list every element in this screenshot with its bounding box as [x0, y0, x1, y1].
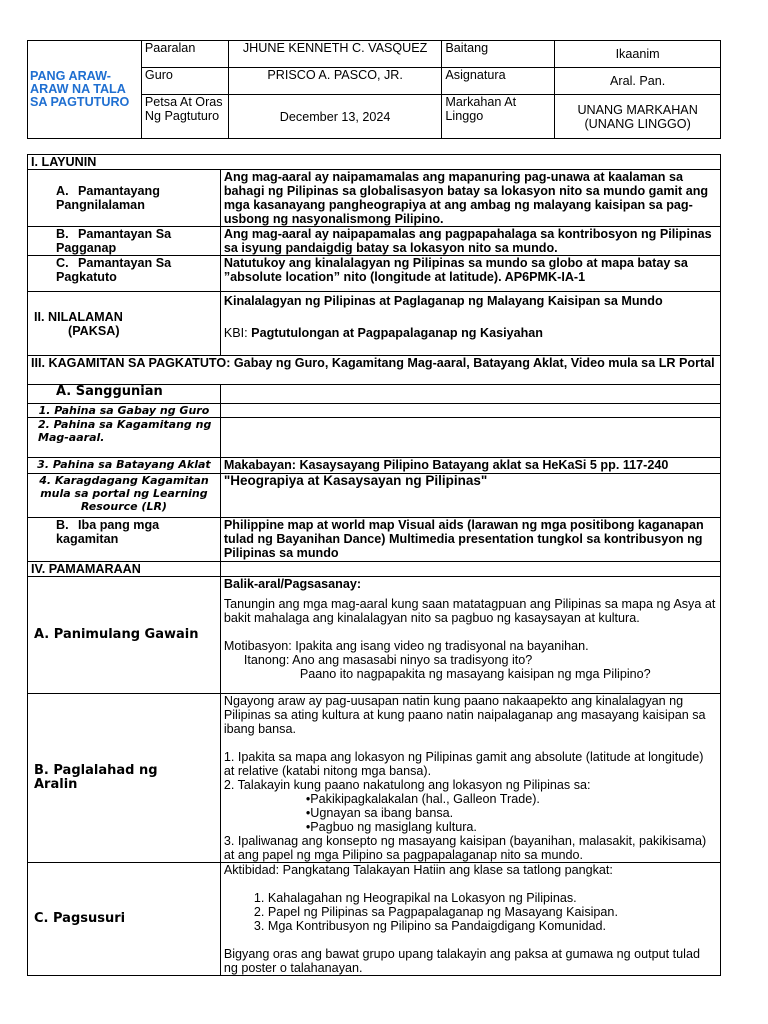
topic: Kinalalagyan ng Pilipinas at Paglaganap ng Malayang Kaisipan sa Mundo — [223, 294, 663, 308]
iba-pang-kagamitan: B. Iba pang mga kagamitan — [28, 518, 221, 562]
school-value: JHUNE KENNETH C. VASQUEZ — [228, 41, 442, 68]
date-value: December 13, 2024 — [228, 95, 442, 139]
pamantayan-pagganap: B. Pamantayan Sa Pagganap — [28, 227, 221, 256]
subject-label: Asignatura — [442, 68, 555, 95]
grade-label: Baitang — [442, 41, 555, 68]
pagsusuri-content — [220, 863, 720, 976]
paglalahad-label: B. Paglalahad ng Aralin — [28, 694, 221, 863]
ref-lr-portal-value: "Heograpiya at Kasaysayan ng Pilipinas" — [220, 474, 720, 518]
quarter-label: Markahan At Linggo — [442, 95, 555, 139]
pamantayang-pangnilalaman: A. Pamantayang Pangnilalaman — [28, 170, 221, 227]
sanggunian-empty — [220, 385, 720, 404]
bigyang-oras-text: Bigyang oras ang bawat grupo upang talakayin ang paksa at gumawa ng output tulad ng poster o talahanayan. — [223, 947, 700, 975]
kagamitan-heading: III. KAGAMITAN SA PAGKATUTO: Gabay ng Guro, Kagamitang Mag-aaral, Batayang Aklat, Video mula sa LR Portal — [28, 356, 721, 385]
aktibidad-text: Aktibidad: Pangkatang Talakayan Hatiin ang klase sa tatlong pangkat: — [223, 863, 613, 877]
pangkat-item: 2. Papel ng Pilipinas sa Pagpapalaganap ng Masayang Kaisipan. — [268, 905, 717, 919]
panimulang-gawain-content — [220, 577, 720, 694]
pamamaraan-empty — [220, 562, 720, 577]
motibasyon-text: Motibasyon: Ipakita ang isang video ng tradisyonal na bayanihan. — [223, 639, 589, 653]
bullet-item: • Ugnayan sa ibang bansa. — [306, 806, 717, 820]
subject-value: Aral. Pan. — [555, 68, 721, 95]
sanggunian-heading: A. Sanggunian — [28, 385, 221, 404]
grade-value: Ikaanim — [555, 41, 721, 68]
paglalahad-bullets — [224, 792, 717, 834]
pagganap-text: Ang mag-aaral ay naipapamalas ang pagpapahalaga sa kontribosyon ng Pilipinas sa isyung pandaigdig batay sa lokasyon nito sa mundo. — [220, 227, 720, 256]
paglalahad-step-1: 1. Ipakita sa mapa ang lokasyon ng Pilipinas gamit ang absolute (latitude at longitude) at relative (katabi nitong mga bansa). — [223, 750, 704, 778]
pangkat-item: 3. Mga Kontribusyon ng Pilipino sa Pandaigdigang Komunidad. — [268, 919, 717, 933]
itanong-text: Itanong: Ano ang masasabi ninyo sa tradisyong ito? — [243, 653, 533, 667]
paano-text: Paano ito nagpapakita ng masayang kaisipan ng mga Pilipino? — [299, 667, 651, 681]
teacher-label: Guro — [141, 68, 228, 95]
brand-title: PANG ARAW-ARAW NA TALA SA PAGTUTURO — [28, 41, 142, 139]
pagsusuri-label: C. Pagsusuri — [28, 863, 221, 976]
quarter-value: UNANG MARKAHAN (UNANG LINGGO) — [555, 95, 721, 139]
ref-kagamitang-mag-aaral: 2. Pahina sa Kagamitang ng Mag-aaral. — [28, 418, 221, 458]
ref-gabay-guro: 1. Pahina sa Gabay ng Guro — [28, 404, 221, 418]
balik-aral-title: Balik-aral/Pagsasanay: — [223, 577, 362, 591]
layunin-heading: I. LAYUNIN — [28, 155, 721, 170]
paglalahad-content — [220, 694, 720, 863]
panimulang-gawain-label: A. Panimulang Gawain — [28, 577, 221, 694]
nilalaman-heading: II. NILALAMAN (PAKSA) — [28, 292, 221, 356]
school-label: Paaralan — [141, 41, 228, 68]
bullet-item: • Pagbuo ng masiglang kultura. — [306, 820, 717, 834]
kbi: KBI: Pagtutulongan at Pagpapalaganap ng Kasiyahan — [223, 326, 543, 340]
ref-gabay-guro-value — [220, 404, 720, 418]
iba-pang-kagamitan-value: Philippine map at world map Visual aids (larawan ng mga positibong kaganapan tulad ng Bayanihan Dance) Multimedia presentation tungkol sa kontribusyon ng Pilipinas sa mundo — [220, 518, 720, 562]
bullet-item: • Pakikipagkalakalan (hal., Galleon Trade). — [306, 792, 717, 806]
paglalahad-intro: Ngayong araw ay pag-uusapan natin kung paano nakaapekto ang kinalalagyan ng Pilipinas sa ating kultura at kung paano natin naipalaganap ang masayang kaisipan sa ibang bansa. — [223, 694, 706, 736]
lesson-plan-table — [27, 154, 721, 976]
balik-aral-text: Tanungin ang mga mag-aaral kung saan matatagpuan ang Pilipinas sa mapa ng Asya at bakit mahalaga ang kinalalagyan nito sa pagbuo ng kasaysayan at kultura. — [223, 597, 716, 625]
ref-kagamitang-value — [220, 418, 720, 458]
nilalaman-content — [220, 292, 720, 356]
ref-batayang-aklat-value: Makabayan: Kasaysayang Pilipino Batayang aklat sa HeKaSi 5 pp. 117-240 — [220, 458, 720, 474]
paglalahad-step-3: 3. Ipaliwanag ang konsepto ng masayang kaisipan (bayanihan, malasakit, pakikisama) at ang papel ng mga Pilipino sa pagpapalaganap nito sa mundo. — [223, 834, 707, 862]
pagkatuto-text: Natutukoy ang kinalalagyan ng Pilipinas sa mundo sa globo at mapa batay sa ”absolute location” nito (longitude at latitude). AP6PMK-IA-1 — [220, 256, 720, 292]
pamantayan-pagkatuto: C. Pamantayan Sa Pagkatuto — [28, 256, 221, 292]
pangkat-list — [224, 891, 717, 933]
pangnilalaman-text: Ang mag-aaral ay naipamamalas ang mapanuring pag-unawa at kaalaman sa bahagi ng Pilipinas sa globalisasyon batay sa lokasyon nito sa mundo gamit ang mga kasanayang pangheograpiya at ang ambag ng malayang kaisipan sa pag-usbong ng nasyonalismong Pilipino. — [220, 170, 720, 227]
ref-lr-portal: 4. Karagdagang Kagamitan mula sa portal ng Learning Resource (LR) — [28, 474, 221, 518]
date-label: Petsa At Oras Ng Pagtuturo — [141, 95, 228, 139]
header-table — [27, 40, 721, 139]
teacher-value: PRISCO A. PASCO, JR. — [228, 68, 442, 95]
pangkat-item: 1. Kahalagahan ng Heograpikal na Lokasyon ng Pilipinas. — [268, 891, 717, 905]
paglalahad-step-2: 2. Talakayin kung paano nakatulong ang lokasyon ng Pilipinas sa: — [223, 778, 591, 792]
pamamaraan-heading: IV. PAMAMARAAN — [28, 562, 221, 577]
ref-batayang-aklat: 3. Pahina sa Batayang Aklat — [28, 458, 221, 474]
